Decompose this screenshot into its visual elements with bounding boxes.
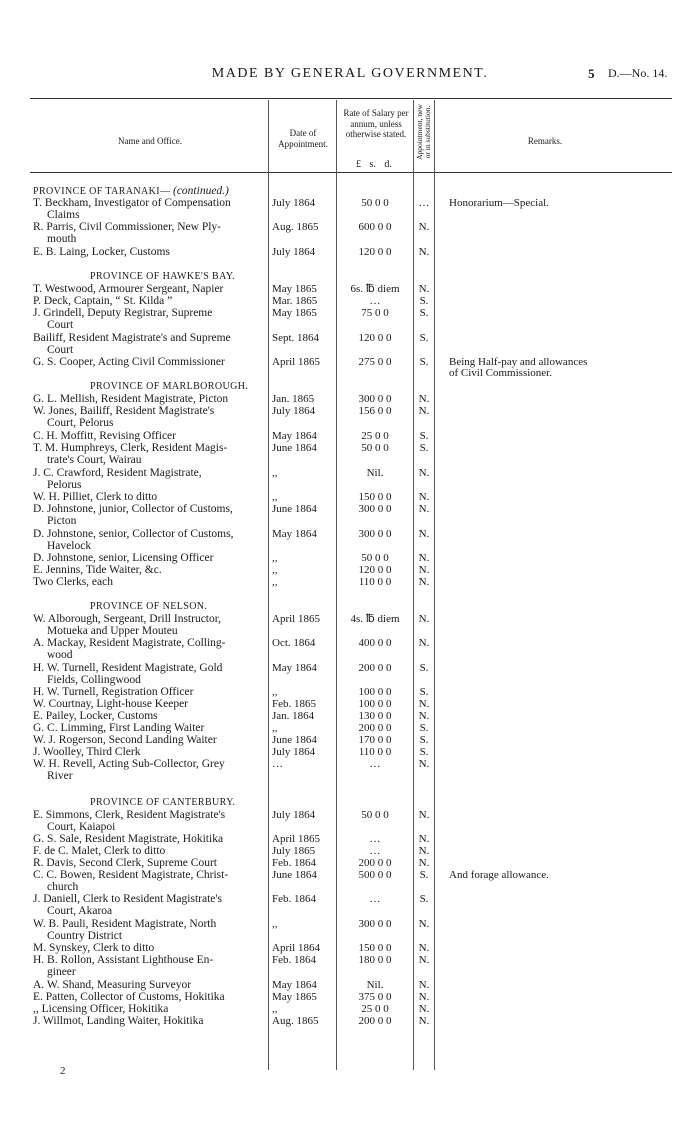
name-office: PROVINCE OF HAWKE'S BAY.	[90, 271, 236, 282]
salary: 120 0 0	[358, 564, 392, 576]
name-office: ,, Licensing Officer, Hokitika	[33, 1003, 169, 1015]
salary: 400 0 0	[358, 637, 392, 649]
salary: 150 0 0	[358, 942, 392, 954]
appointment-type: N.	[418, 467, 430, 479]
salary: …	[369, 845, 381, 857]
name-office: W. J. Rogerson, Second Landing Waiter	[33, 734, 217, 746]
name-office: PROVINCE OF MARLBOROUGH.	[90, 381, 249, 392]
appointment-date: …	[272, 758, 283, 770]
name-office: W. Alborough, Sergeant, Drill Instructor,	[33, 613, 221, 625]
salary: 180 0 0	[358, 954, 392, 966]
column-header-remarks: Remarks.	[527, 136, 563, 146]
salary: 500 0 0	[358, 869, 392, 881]
appointment-date: July 1864	[272, 746, 316, 758]
currency-units: £ s. d.	[356, 159, 392, 170]
appointment-date: April 1864	[272, 942, 320, 954]
name-office: W. H. Revell, Acting Sub-Collector, Grey	[33, 758, 225, 770]
name-office: M. Synskey, Clerk to ditto	[33, 942, 155, 954]
appointment-type: N.	[418, 564, 430, 576]
appointment-date: ,,	[272, 552, 278, 564]
salary: 170 0 0	[358, 734, 392, 746]
salary: 25 0 0	[361, 430, 389, 442]
name-office-continued: gineer	[47, 966, 76, 978]
appointment-type: N.	[418, 758, 430, 770]
name-office: G. S. Cooper, Acting Civil Commissioner	[33, 356, 225, 368]
appointment-date: Sept. 1864	[272, 332, 320, 344]
page-title: MADE BY GENERAL GOVERNMENT.	[211, 66, 489, 81]
salary: 6s. ℔ diem	[350, 283, 400, 295]
salary: 200 0 0	[358, 722, 392, 734]
name-office: T. M. Humphreys, Clerk, Resident Magis-	[33, 442, 228, 454]
column-divider	[268, 100, 269, 1070]
appointment-date: May 1865	[272, 307, 317, 319]
name-office: E. Patten, Collector of Customs, Hokitika	[33, 991, 225, 1003]
page-number: 5	[588, 66, 595, 81]
appointment-date: July 1864	[272, 246, 316, 258]
name-office: PROVINCE OF NELSON.	[90, 601, 208, 612]
column-header-salary: Rate of Salary per annum, unless otherwise stated.	[343, 108, 409, 139]
salary: …	[369, 295, 381, 307]
appointment-date: Oct. 1864	[272, 637, 316, 649]
name-office-continued: mouth	[47, 233, 77, 245]
name-office: D. Johnstone, junior, Collector of Customs,	[33, 503, 233, 515]
salary: 200 0 0	[358, 662, 392, 674]
name-office-continued: Motueka and Upper Mouteu	[47, 625, 178, 637]
appointment-date: ,,	[272, 918, 278, 930]
appointment-type: S.	[419, 869, 429, 881]
name-office-continued: trate's Court, Wairau	[47, 454, 142, 466]
salary: 375 0 0	[358, 991, 392, 1003]
appointment-date: May 1865	[272, 991, 317, 1003]
salary: 150 0 0	[358, 491, 392, 503]
appointment-type: N.	[418, 1003, 430, 1015]
appointment-date: Feb. 1864	[272, 857, 316, 869]
name-office: W. B. Pauli, Resident Magistrate, North	[33, 918, 217, 930]
salary: 200 0 0	[358, 1015, 392, 1027]
salary: 300 0 0	[358, 918, 392, 930]
appointment-date: Feb. 1864	[272, 954, 316, 966]
salary: 200 0 0	[358, 857, 392, 869]
appointment-date: Mar. 1865	[272, 295, 318, 307]
appointment-type: N.	[418, 528, 430, 540]
appointment-date: June 1864	[272, 503, 317, 515]
name-office: R. Parris, Civil Commissioner, New Ply-	[33, 221, 222, 233]
appointment-type: N.	[418, 698, 430, 710]
continued-note: (continued.)	[173, 185, 229, 197]
salary: Nil.	[366, 467, 384, 479]
salary: 300 0 0	[358, 503, 392, 515]
salary: …	[369, 833, 381, 845]
appointment-date: June 1864	[272, 869, 317, 881]
name-office-continued: Court	[47, 344, 74, 356]
name-office-continued: Court, Akaroa	[47, 905, 113, 917]
column-divider	[336, 100, 337, 1070]
appointment-date: ,,	[272, 467, 278, 479]
appointment-date: June 1864	[272, 442, 317, 454]
appointment-type: S.	[419, 893, 429, 905]
appointment-type: N.	[418, 405, 430, 417]
name-office-continued: wood	[47, 649, 73, 661]
remarks: Being Half-pay and allowances of Civil Commissioner.	[449, 356, 588, 379]
appointment-date: ,,	[272, 686, 278, 698]
salary: …	[369, 758, 381, 770]
name-office: E. Pailey, Locker, Customs	[33, 710, 158, 722]
appointment-type: N.	[418, 942, 430, 954]
appointment-date: Aug. 1865	[272, 1015, 319, 1027]
name-office: W. Jones, Bailiff, Resident Magistrate's	[33, 405, 215, 417]
name-office: Bailiff, Resident Magistrate's and Supreme	[33, 332, 231, 344]
salary: 50 0 0	[361, 809, 389, 821]
column-header-appointment: Appointment, new or in substitution.	[414, 104, 432, 160]
name-office-continued: River	[47, 770, 73, 782]
appointment-date: May 1864	[272, 430, 317, 442]
appointment-date: June 1864	[272, 734, 317, 746]
name-office: W. H. Pilliet, Clerk to ditto	[33, 491, 158, 503]
appointment-type: N.	[418, 552, 430, 564]
appointment-type: N.	[418, 918, 430, 930]
appointment-date: ,,	[272, 576, 278, 588]
appointment-type: N.	[418, 613, 430, 625]
salary: 50 0 0	[361, 197, 389, 209]
name-office-continued: Pelorus	[47, 479, 82, 491]
appointment-date: July 1864	[272, 405, 316, 417]
appointment-type: S.	[419, 442, 429, 454]
salary: 110 0 0	[358, 746, 392, 758]
name-office: F. de C. Malet, Clerk to ditto	[33, 845, 166, 857]
appointment-type: N.	[418, 491, 430, 503]
name-office: E. B. Laing, Locker, Customs	[33, 246, 170, 258]
name-office-continued: church	[47, 881, 79, 893]
appointment-date: April 1865	[272, 613, 320, 625]
name-office: P. Deck, Captain, “ St. Kilda ”	[33, 295, 173, 307]
remarks: And forage allowance.	[449, 869, 549, 881]
name-office: R. Davis, Second Clerk, Supreme Court	[33, 857, 217, 869]
appointment-type: S.	[419, 307, 429, 319]
name-office-continued: Country District	[47, 930, 123, 942]
name-office-continued: Claims	[47, 209, 80, 221]
appointment-date: May 1865	[272, 283, 317, 295]
appointment-type: N.	[418, 576, 430, 588]
appointment-type: N.	[418, 283, 430, 295]
appointment-type: N.	[418, 246, 430, 258]
name-office: T. Beckham, Investigator of Compensation	[33, 197, 231, 209]
column-head-rule	[30, 172, 672, 173]
appointment-date: July 1864	[272, 197, 316, 209]
name-office: PROVINCE OF TARANAKI—	[33, 186, 171, 197]
salary: 120 0 0	[358, 332, 392, 344]
name-office: H. W. Turnell, Registration Officer	[33, 686, 194, 698]
salary: Nil.	[366, 979, 384, 991]
appointment-date: ,,	[272, 1003, 278, 1015]
name-office: A. Mackay, Resident Magistrate, Colling-	[33, 637, 226, 649]
name-office: E. Jennins, Tide Waiter, &c.	[33, 564, 162, 576]
salary: 110 0 0	[358, 576, 392, 588]
appointment-type: N.	[418, 221, 430, 233]
appointment-date: July 1865	[272, 845, 316, 857]
name-office: G. L. Mellish, Resident Magistrate, Picton	[33, 393, 229, 405]
document-reference: D.—No. 14.	[608, 66, 668, 80]
appointment-type: N.	[418, 954, 430, 966]
salary: 300 0 0	[358, 528, 392, 540]
name-office-continued: Picton	[47, 515, 77, 527]
name-office: H. B. Rollon, Assistant Lighthouse En-	[33, 954, 214, 966]
appointment-type: S.	[419, 746, 429, 758]
appointment-type: S.	[419, 430, 429, 442]
appointment-type: N.	[418, 857, 430, 869]
appointment-date: May 1864	[272, 979, 317, 991]
appointment-type: S.	[419, 356, 429, 368]
appointment-date: May 1864	[272, 662, 317, 674]
name-office: A. W. Shand, Measuring Surveyor	[33, 979, 192, 991]
name-office: J. Woolley, Third Clerk	[33, 746, 141, 758]
appointment-date: ,,	[272, 722, 278, 734]
name-office-continued: Court, Kaiapoi	[47, 821, 116, 833]
appointment-date: ,,	[272, 564, 278, 576]
appointment-type: N.	[418, 845, 430, 857]
appointment-date: Feb. 1865	[272, 698, 316, 710]
salary: 130 0 0	[358, 710, 392, 722]
salary: 120 0 0	[358, 246, 392, 258]
salary: 50 0 0	[361, 552, 389, 564]
salary: 75 0 0	[361, 307, 389, 319]
salary: 156 0 0	[358, 405, 392, 417]
name-office: D. Johnstone, senior, Licensing Officer	[33, 552, 214, 564]
salary: 100 0 0	[358, 686, 392, 698]
appointment-type: S.	[419, 332, 429, 344]
name-office: C. H. Moffitt, Revising Officer	[33, 430, 176, 442]
appointment-type: …	[418, 197, 430, 209]
name-office: J. Willmot, Landing Waiter, Hokitika	[33, 1015, 204, 1027]
appointment-type: N.	[418, 637, 430, 649]
name-office: G. S. Sale, Resident Magistrate, Hokitika	[33, 833, 224, 845]
appointment-type: S.	[419, 686, 429, 698]
appointment-date: Jan. 1864	[272, 710, 315, 722]
name-office: E. Simmons, Clerk, Resident Magistrate's	[33, 809, 226, 821]
name-office-continued: Court, Pelorus	[47, 417, 114, 429]
name-office: G. C. Limming, First Landing Waiter	[33, 722, 205, 734]
appointment-type: N.	[418, 833, 430, 845]
appointment-date: Feb. 1864	[272, 893, 316, 905]
column-header-name: Name and Office.	[117, 136, 183, 146]
appointment-date: Aug. 1865	[272, 221, 319, 233]
name-office-continued: Court	[47, 319, 74, 331]
salary: 4s. ℔ diem	[350, 613, 400, 625]
appointment-type: S.	[419, 662, 429, 674]
salary: 300 0 0	[358, 393, 392, 405]
appointment-type: N.	[418, 393, 430, 405]
appointment-type: N.	[418, 503, 430, 515]
name-office-continued: Havelock	[47, 540, 92, 552]
appointment-type: N.	[418, 809, 430, 821]
salary: 50 0 0	[361, 442, 389, 454]
footer-number: 2	[60, 1065, 66, 1077]
appointment-type: N.	[418, 710, 430, 722]
salary: 25 0 0	[361, 1003, 389, 1015]
name-office: T. Westwood, Armourer Sergeant, Napier	[33, 283, 224, 295]
salary: …	[369, 893, 381, 905]
appointment-date: Jan. 1865	[272, 393, 315, 405]
name-office: W. Courtnay, Light-house Keeper	[33, 698, 188, 710]
name-office: J. Daniell, Clerk to Resident Magistrate's	[33, 893, 222, 905]
appointment-date: July 1864	[272, 809, 316, 821]
appointment-type: S.	[419, 295, 429, 307]
appointment-date: May 1864	[272, 528, 317, 540]
appointment-type: N.	[418, 1015, 430, 1027]
column-header-date: Date of Appointment.	[278, 128, 328, 149]
salary: 600 0 0	[358, 221, 392, 233]
name-office: C. C. Bowen, Resident Magistrate, Christ-	[33, 869, 229, 881]
remarks: Honorarium—Special.	[449, 197, 549, 209]
column-divider	[413, 100, 414, 1070]
salary: 275 0 0	[358, 356, 392, 368]
appointment-type: N.	[418, 991, 430, 1003]
name-office: J. Grindell, Deputy Registrar, Supreme	[33, 307, 213, 319]
appointment-type: S.	[419, 722, 429, 734]
name-office: H. W. Turnell, Resident Magistrate, Gold	[33, 662, 223, 674]
appointment-date: April 1865	[272, 833, 320, 845]
name-office: PROVINCE OF CANTERBURY.	[90, 797, 236, 808]
appointment-type: S.	[419, 734, 429, 746]
appointment-type: N.	[418, 979, 430, 991]
name-office: D. Johnstone, senior, Collector of Customs,	[33, 528, 234, 540]
name-office-continued: Fields, Collingwood	[47, 674, 141, 686]
header-rule	[30, 98, 672, 99]
appointment-date: ,,	[272, 491, 278, 503]
name-office: J. C. Crawford, Resident Magistrate,	[33, 467, 202, 479]
name-office: Two Clerks, each	[33, 576, 113, 588]
salary: 100 0 0	[358, 698, 392, 710]
column-divider	[434, 100, 435, 1070]
appointment-date: April 1865	[272, 356, 320, 368]
